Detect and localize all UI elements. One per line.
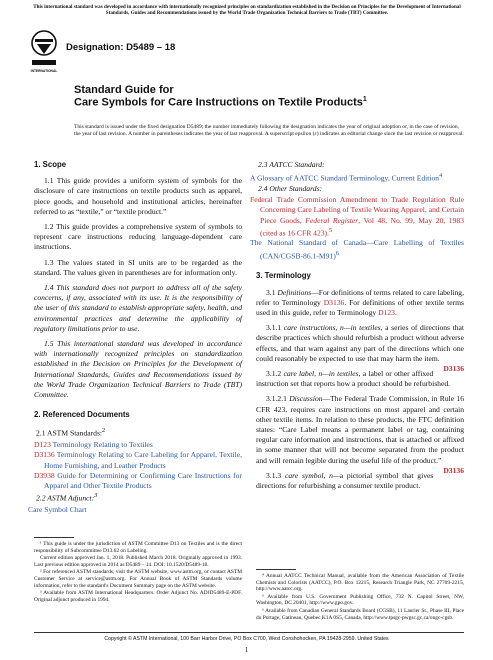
footnote-1: ¹ This guide is under the jurisdiction of ASTM Committee D13 on Textiles and is the direct responsibility of Subcommittee D13.62 on Labeling. [34, 541, 242, 554]
p312a: 3.1.2 [266, 369, 284, 379]
svg-text:INTERNATIONAL: INTERNATIONAL [30, 69, 58, 73]
ftc-tail[interactable]: , Vol 48, No. 99, May 20, 1983 (cited as 16 CFR 423). [260, 215, 464, 238]
footnote-1b: Current edition approved Jan. 1, 2018. Published March 2018. Originally approved in 1993. Last previous edition approved in 2014 as D5489 – 14. DOI: 10.1520/D5489-18. [34, 555, 242, 568]
ref-title[interactable]: Guide for Determining or Confirming Care Instructions for Apparel and Other Textile Products [44, 470, 242, 491]
para-1-1: 1.1 This guide provides a uniform system of symbols for the disclosure of care instructions on textile products such as apparel, piece goods, and household and institutional articles, hereinafter referred to as “textile,” or “textile product.” [34, 176, 242, 216]
para-1-3: 1.3 The values stated in SI units are to be regarded as the standard. The values given in parentheses are for information only. [34, 257, 242, 277]
footnote-4: ⁴ Annual AATCC Technical Manual, available from the American Association of Textile Chemists and Colorists (AATCC), P.O. Box 12215, Research Triangle Park, NC 27709-2215, http://www.aatcc.org. [256, 573, 464, 593]
aatcc-glossary-text[interactable]: A Glossary of AATCC Standard Terminology, Current Edition [250, 173, 440, 183]
p313it: care symbol, n— [284, 470, 340, 480]
para-3-1-3 [256, 471, 464, 491]
footnote-rule-right [256, 569, 296, 570]
standard-title-text: Care Symbols for Care Instructions on Textile Products [74, 96, 363, 109]
canada-text[interactable]: The National Standard of Canada—Care Labelling of Textiles (CAN/CGSB-86.1-M91) [250, 238, 464, 261]
footnote-ref-5[interactable]: 5 [328, 226, 333, 234]
standard-type: Standard Guide for [74, 84, 174, 96]
issued-note: This standard is issued under the fixed designation D5489; the number immediately following the designation indicates the year of original adoption or, in the case of revision, the year of last revision. A number in parentheses indicates the year of last reapproval. A superscript epsilon (ε) indicates an editorial change since the last revision or reapproval. [74, 124, 464, 138]
footnote-5: ⁵ Available from U.S. Government Publishing Office, 732 N. Capitol Street, NW, Washington, DC 20401, http://www.gpo.gov. [256, 593, 464, 607]
astm-logo [30, 30, 58, 76]
p313a: 3.1.3 [266, 470, 285, 480]
standard-title [74, 96, 367, 109]
p31d: . [394, 308, 397, 318]
footnote-rule-left [34, 537, 74, 538]
footnote-6: ⁶ Available from Canadian General Standards Board (CGSB), 11 Laurier St., Phase III, Place du Portage, Gatineau, Quebec K1A 0S5, Canada, http://www.tpsgc-pwgsc.gc.ca/ongc-cgsb. [256, 607, 464, 621]
copyright-footer: Copyright © ASTM International, 100 Barr Harbor Drive, PO Box C700, West Conshohocken, PA 19428-2959. United States [104, 636, 389, 642]
ref-code[interactable]: D123 [34, 440, 51, 450]
para-2-3: 2.3 AATCC Standard: [258, 160, 325, 169]
footer-rule [34, 632, 464, 633]
p311b: a series of directions that describe practices which should refurbish a product without adverse effects, and that warn against any part of the directions which one could reasonably be expected to use that may harm the item. [256, 323, 465, 363]
para-3-1 [256, 288, 464, 319]
refdocs-heading: 2. Referenced Documents [34, 410, 130, 420]
ftc-amendment[interactable] [250, 195, 464, 238]
p3121it: Discussion [289, 394, 323, 404]
ref-link-d3136[interactable]: D3136 [443, 364, 464, 374]
p311it: care instructions, n—in textiles, [283, 323, 383, 333]
para-2-1 [34, 426, 242, 439]
ftc-register[interactable]: Federal Register [305, 215, 359, 225]
ref-title[interactable]: Terminology Relating to Textiles [50, 440, 153, 450]
aatcc-glossary[interactable] [250, 171, 464, 184]
footnote-ref-2[interactable]: 2 [102, 427, 106, 435]
para-1-2: 1.2 This guide provides a comprehensive system of symbols to represent care instructions reducing language-dependent care instructions. [34, 222, 242, 252]
p312it: care label, n—in textiles, [283, 369, 361, 379]
footnote-2: ² For referenced ASTM standards, visit the ASTM website, www.astm.org, or contact ASTM Customer Service at service@astm.org. For Annual Book of ASTM Standards volume information, refer to the standard's Document Summary page on the ASTM website. [34, 569, 242, 589]
para-2-2-text: 2.2 ASTM Adjunct: [36, 493, 95, 503]
p313b: a pictorial symbol that gives directions for refurbishing a consumer textile product. [256, 470, 434, 491]
ref-link-d3136[interactable]: D3136 [443, 465, 464, 475]
designation: Designation: D5489 – 18 [66, 42, 176, 53]
p31b: —For definitions of terms related to care labeling, refer to Terminology [256, 287, 464, 307]
ftc-text[interactable]: Federal Trade Commission Amendment to Trade Regulation Rule Concerning Care Labeling of Textile Wearing Apparel, and Certain Piece Goods, [250, 195, 464, 225]
p311a: 3.1.1 [266, 323, 284, 333]
para-3-1-2 [256, 369, 464, 389]
p31a: 3.1 [266, 287, 278, 297]
title-footnote-mark[interactable]: 1 [362, 96, 367, 103]
para-1-5: 1.5 This international standard was developed in accordance with internationally recognized principles on standardization established in the Decision on Principles for the Development of International Standards, Guides and Recommendations issued by the World Trade Organization Technical Barriers to Trade (TBT) Committee. [34, 339, 242, 400]
footnote-ref-3[interactable]: 3 [94, 492, 98, 500]
p31it: Definitions [277, 287, 312, 297]
para-2-4: 2.4 Other Standards: [258, 183, 323, 193]
footnote-ref-4[interactable]: 4 [439, 172, 443, 180]
wto-notice: This international standard was developed in accordance with internationally recognized principles on standardization established in the Decision on Principles for the Development of International Standards, Guides and Recommendations issued by the World Trade Organization Technical Barriers to Trade (TBT) Committee. [33, 4, 461, 16]
left-column [28, 160, 242, 515]
ref-link-d3136[interactable]: D3136 [323, 297, 345, 307]
p312b: a label or other affixed instruction set that reports how a product should be refurbished. [256, 369, 451, 389]
scope-heading: 1. Scope [34, 160, 67, 169]
p31c: . For definitions of other textile terms used in this guide, refer to Terminology [256, 297, 464, 318]
footnote-ref-6[interactable]: 6 [335, 249, 339, 257]
ref-code[interactable]: D3938 [34, 470, 55, 480]
terminology-heading: 3. Terminology [256, 271, 311, 281]
para-1-4: 1.4 This standard does not purport to address all of the safety concerns, if any, associated with its use. It is the responsibility of the user of this standard to establish appropriate safety, health, and environmental practices and determine the applicability of regulatory limitations prior to use. [34, 283, 242, 333]
page-number: 1 [244, 646, 249, 654]
ref-link-d123[interactable]: D123 [378, 308, 395, 318]
footnote-3: ³ Available from ASTM International Headquarters. Order Adjunct No. ADJD5489-E-PDF. Original adjunct produced in 1994. [34, 590, 242, 603]
ref-d123[interactable] [34, 440, 242, 450]
p3121b: —The Federal Trade Commission, in Rule 16 CFR 423, requires care instructions on most apparel and certain other textile items. In relation to these products, the FTC definition states: “Care Label means a permanent label or tag, containing regular care information and instructions, that is attached or affixed in some manner that will not become separated from the product and will remain legible during the useful life of the product.” [256, 394, 464, 465]
p3121a: 3.1.2.1 [266, 394, 290, 404]
adjunct-care-symbol-chart[interactable]: Care Symbol Chart [28, 504, 87, 514]
footnotes-right [256, 573, 464, 622]
ref-d3938[interactable] [34, 471, 242, 491]
ref-title[interactable]: Terminology Relating to Care Labeling for Apparel, Textile, Home Furnishing, and Leather Products [44, 450, 242, 470]
para-2-1-text: 2.1 ASTM Standards: [36, 429, 103, 438]
right-column [250, 160, 465, 496]
para-2-2 [34, 491, 242, 504]
ref-code[interactable]: D3136 [34, 450, 55, 460]
ref-d3136[interactable] [34, 450, 242, 470]
canada-standard[interactable] [250, 238, 464, 261]
footnotes-left [34, 541, 242, 604]
